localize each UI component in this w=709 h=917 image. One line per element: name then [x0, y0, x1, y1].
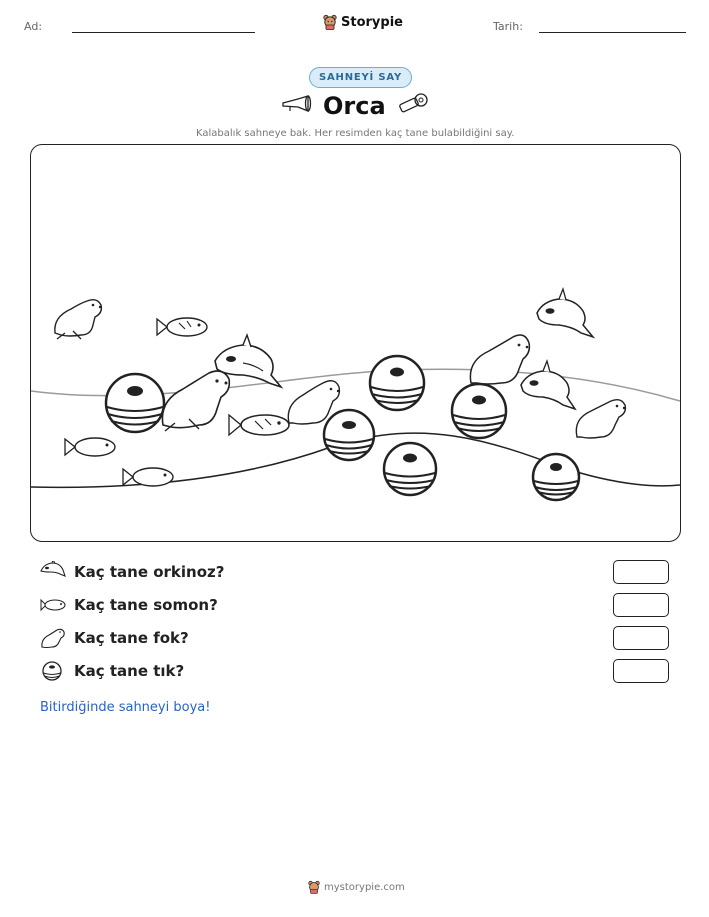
question-text: Kaç tane orkinoz? [74, 563, 225, 581]
buoy [370, 356, 424, 410]
name-label: Ad: [24, 20, 43, 33]
footer [308, 880, 405, 894]
coloring-instruction: Bitirdiğinde sahneyi boya! [40, 700, 211, 715]
fish [157, 318, 207, 336]
orca-icon [40, 561, 66, 583]
name-field[interactable] [72, 32, 255, 33]
horn-icon [280, 94, 312, 116]
fish-icon [40, 594, 66, 616]
seal [55, 300, 102, 339]
bear-icon [308, 880, 320, 894]
buoy [452, 384, 506, 438]
answer-box[interactable] [613, 626, 669, 650]
date-label: Tarih: [493, 20, 523, 33]
whistle-icon [397, 92, 431, 118]
orca [521, 361, 575, 409]
question-row [40, 660, 184, 682]
seal [470, 335, 529, 384]
fish [229, 415, 289, 435]
footer-url[interactable]: mystorypie.com [324, 881, 405, 893]
page-title: Orca [323, 92, 386, 120]
bear-icon [323, 14, 337, 30]
question-text: Kaç tane somon? [74, 596, 218, 614]
instructions: Kalabalık sahneye bak. Her resimden kaç tane bulabildiğini say. [196, 128, 515, 139]
question-text: Kaç tane fok? [74, 629, 189, 647]
question-row [40, 561, 224, 583]
buoy-icon [40, 660, 66, 682]
section-badge: SAHNEYİ SAY [309, 67, 412, 88]
brand-logo [323, 14, 403, 30]
seal-icon [40, 627, 66, 649]
brand-name: Storypie [341, 14, 403, 30]
scene-illustration [31, 145, 680, 541]
question-row [40, 594, 218, 616]
answer-box[interactable] [613, 593, 669, 617]
answer-box[interactable] [613, 560, 669, 584]
question-row [40, 627, 189, 649]
buoy [106, 374, 164, 432]
buoy [384, 443, 436, 495]
question-text: Kaç tane tık? [74, 662, 185, 680]
fish [123, 468, 173, 486]
buoy [324, 410, 374, 460]
seal [162, 371, 229, 431]
orca [537, 289, 593, 337]
date-field[interactable] [539, 32, 686, 33]
counting-scene [30, 144, 681, 542]
seal [576, 400, 625, 438]
buoy [533, 454, 579, 500]
fish [65, 438, 115, 456]
answer-box[interactable] [613, 659, 669, 683]
